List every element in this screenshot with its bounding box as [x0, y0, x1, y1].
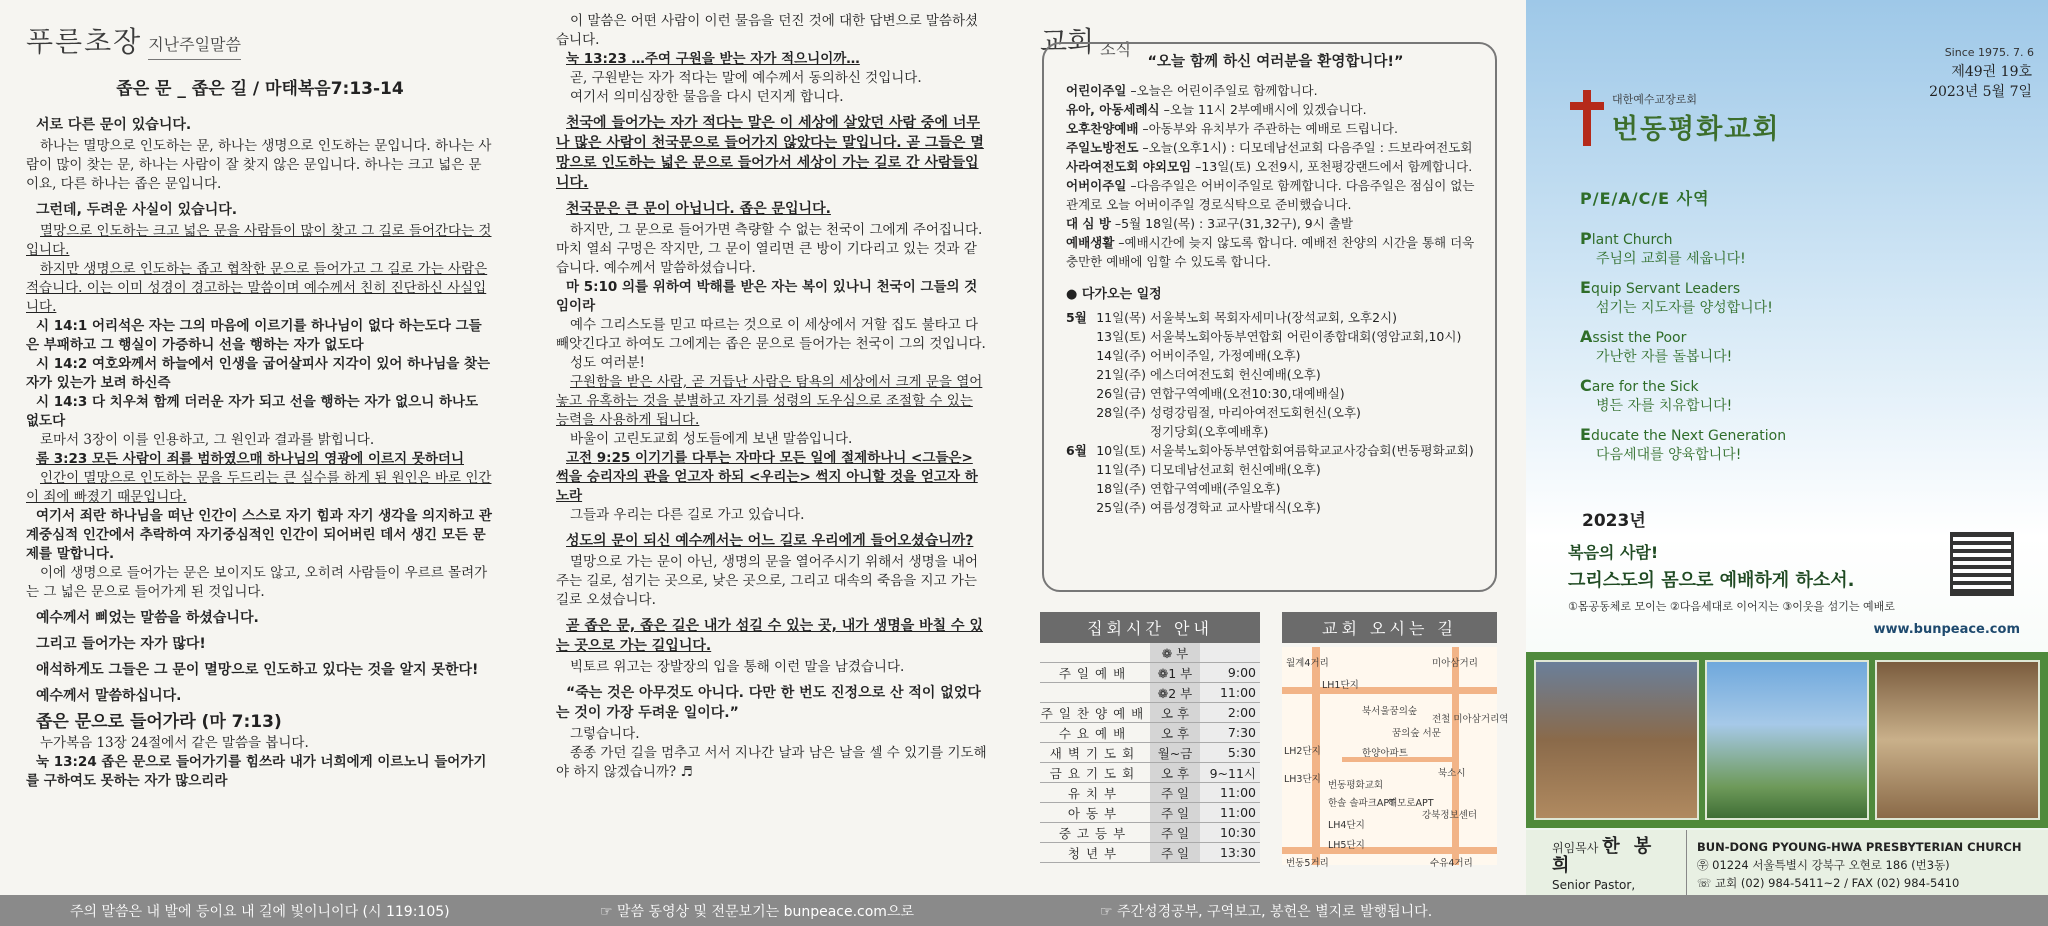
meeting-row — [1040, 743, 1260, 763]
schedule-event: 서울북노회 목회자세미나(장석교회, 오후2시) — [1150, 310, 1397, 325]
paragraph: 멸망으로 인도하는 크고 넓은 문을 사람들이 많이 찾고 그 길로 들어간다는 것입니다. — [26, 223, 492, 258]
schedule-date — [1092, 422, 1150, 441]
schedule-event: 연합구역예배(오전10:30,대예배실) — [1150, 386, 1345, 401]
map-label: 번동평화교회 — [1328, 780, 1384, 791]
paragraph: 예수께서 삐었는 말씀을 하셨습니다. — [36, 610, 259, 626]
map-label: LH1단지 — [1322, 680, 1359, 691]
peace-item — [1580, 229, 1786, 268]
schedule-date: 10일(토) — [1096, 443, 1146, 458]
meeting-name: 수요예배 — [1058, 725, 1132, 741]
peace-rest: quip Servant Leaders — [1590, 281, 1741, 297]
paragraph: 그들과 우리는 다른 길로 가고 있습니다. — [570, 507, 805, 523]
meeting-session: 오 후 — [1150, 763, 1200, 782]
church-building-photo — [1705, 660, 1870, 820]
meeting-name: 유치부 — [1067, 785, 1123, 801]
schedule-date: 18일(주) — [1096, 481, 1146, 496]
paragraph: 그리고 들어가는 자가 많다! — [36, 636, 206, 652]
meeting-times-title: 집회시간 안내 — [1040, 612, 1260, 643]
news-item — [1066, 100, 1485, 119]
map-label: 한양아파트 — [1362, 748, 1408, 759]
schedule-event: 연합구역예배(주일오후) — [1150, 481, 1281, 496]
footer-verse: 주의 말씀은 내 발에 등이요 내 길에 빛이니이다 (시 119:105) — [70, 903, 450, 920]
schedule-title: ● 다가오는 일정 — [1066, 287, 1162, 302]
meeting-row — [1040, 643, 1260, 663]
schedule-list — [1066, 308, 1485, 517]
news-item-key: 대 심 방 — [1066, 216, 1111, 231]
congregation-photo — [1875, 660, 2040, 820]
peace-ministry — [1580, 186, 1786, 474]
paragraph: 마 5:10 의를 위하여 박해를 받은 자는 복이 있나니 천국이 그들의 것임이라 — [556, 279, 978, 314]
meeting-row — [1040, 803, 1260, 823]
map-label: 강북정보센터 — [1422, 810, 1478, 821]
meeting-session: 주 일 — [1150, 843, 1200, 862]
news-item-text: –다음주일은 어버이주일로 함께합니다. 다음주일은 점심이 없는 관계로 오늘 어버이주일 경로식탁으로 준비했습니다. — [1066, 178, 1475, 212]
schedule-month — [1066, 346, 1092, 365]
news-subtitle: 소식 — [1100, 40, 1132, 59]
map-label: LH2단지 — [1284, 746, 1321, 757]
peace-rest: ducate the Next Generation — [1590, 428, 1787, 444]
cover-panel — [1526, 0, 2048, 895]
directions-map — [1282, 647, 1509, 869]
news-item-key: 사라여전도회 야외모임 — [1066, 159, 1192, 174]
church-news-column — [1030, 0, 1510, 895]
schedule-event: 여름성경학교 교사발대식(오후) — [1150, 500, 1321, 515]
church-logo — [1570, 90, 1781, 146]
map-road — [1452, 647, 1459, 865]
photo-strip — [1526, 652, 2048, 828]
schedule-row — [1066, 384, 1485, 403]
paragraph: 누가복음 13장 24절에서 같은 말씀을 봅니다. — [40, 735, 309, 751]
schedule-row — [1066, 479, 1485, 498]
meeting-name: 새벽기도회 — [1049, 745, 1141, 761]
footer-publication-note: ☞ 주간성경공부, 구역보고, 봉헌은 별지로 발행됩니다. — [1100, 903, 1433, 920]
meeting-session: ❁2 부 — [1150, 683, 1200, 702]
peace-letter: E — [1580, 278, 1591, 297]
paragraph: 로마서 3장이 이를 인용하고, 그 원인과 결과를 밝힙니다. — [40, 432, 375, 448]
map-label: 해모로APT — [1388, 798, 1434, 809]
paragraph: 하나는 멸망으로 인도하는 문, 하나는 생명으로 인도하는 문입니다. 하나는 사람이 많이 찾는 문, 하나는 사람이 잘 찾지 않은 문입니다. 하나는 크고 넓은 문이요, 다른 하나는 좁은 문입니다. — [26, 138, 492, 192]
footer-website-note: ☞ 말씀 동영상 및 전문보기는 bunpeace.com으로 — [600, 903, 914, 920]
paragraph: 빅토르 위고는 장발장의 입을 통해 이런 말을 남겼습니다. — [570, 659, 905, 675]
news-item-key: 어린이주일 — [1066, 83, 1127, 98]
worship-photo — [1534, 660, 1699, 820]
meeting-row — [1040, 823, 1260, 843]
schedule-month — [1066, 327, 1092, 346]
meeting-time: 9~11시 — [1200, 763, 1260, 782]
pastor-name: 한 봉 희 — [1552, 836, 1656, 876]
news-item — [1066, 119, 1485, 138]
paragraph: 눅 13:23 …주여 구원을 받는 자가 적으니이까… — [566, 51, 860, 67]
meeting-times — [1040, 612, 1260, 863]
schedule-row — [1066, 327, 1485, 346]
news-item — [1066, 138, 1485, 157]
schedule-date: 25일(주) — [1096, 500, 1146, 515]
schedule-event: 에스더여전도회 헌신예배(오후) — [1150, 367, 1321, 382]
meeting-time: 7:30 — [1200, 723, 1260, 742]
paragraph: 그렇습니다. — [570, 726, 640, 742]
schedule-month — [1066, 384, 1092, 403]
schedule-row — [1066, 460, 1485, 479]
map-label: LH4단지 — [1328, 820, 1365, 831]
meeting-name: 금요기도회 — [1049, 765, 1141, 781]
meeting-time: 11:00 — [1200, 783, 1260, 802]
peace-letter: C — [1580, 376, 1592, 395]
paragraph: 천국문은 큰 문이 아닙니다. 좁은 문입니다. — [566, 201, 831, 217]
meeting-time: 5:30 — [1200, 743, 1260, 762]
paragraph: 예수께서 말씀하십니다. — [36, 688, 182, 704]
schedule-date: 26일(금) — [1096, 386, 1146, 401]
paragraph: 하지만, 그 문으로 들어가면 측량할 수 없는 천국이 그에게 주어집니다. 마치 열쇠 구멍은 작지만, 그 문이 열리면 큰 방이 기다리고 있는 것과 같습니다. 예수께서 말씀하셨습니다. — [556, 222, 983, 276]
peace-item-en — [1580, 376, 1786, 395]
meeting-session: 월~금 — [1150, 743, 1200, 762]
issue-info — [1929, 62, 2032, 102]
news-item-text: –아동부와 유치부가 주관하는 예배로 드립니다. — [1138, 121, 1398, 136]
map-label: LH5단지 — [1328, 840, 1365, 851]
schedule-event: 정기당회(오후예배후) — [1150, 424, 1269, 439]
paragraph: 바울이 고린도교회 성도들에게 보낸 말씀입니다. — [570, 431, 853, 447]
map-label: 한솔 솔파크APT — [1328, 798, 1395, 809]
map-label: 번동5거리 — [1286, 858, 1329, 869]
meeting-row — [1040, 783, 1260, 803]
schedule-date: 11일(목) — [1096, 310, 1146, 325]
news-item-key: 주일노방전도 — [1066, 140, 1139, 155]
peace-rest: lant Church — [1591, 232, 1673, 248]
paragraph: 서로 다른 문이 있습니다. — [36, 117, 192, 133]
meeting-name: 아동부 — [1067, 805, 1123, 821]
news-item-text: –13일(토) 오전9시, 포천평강랜드에서 함께합니다. — [1191, 159, 1473, 174]
meeting-session: 주 일 — [1150, 783, 1200, 802]
motto-line-2: 그리스도의 몸으로 예배하게 하소서. — [1568, 570, 1855, 591]
peace-letter: A — [1580, 327, 1593, 346]
church-english-name: BUN-DONG PYOUNG-HWA PRESBYTERIAN CHURCH — [1697, 840, 2022, 854]
schedule-row — [1066, 422, 1485, 441]
directions — [1282, 612, 1509, 869]
map-label: LH3단지 — [1284, 774, 1321, 785]
paragraph: 성도의 문이 되신 예수께서는 어느 길로 우리에게 들어오셨습니까? — [566, 533, 974, 549]
meeting-time: 2:00 — [1200, 703, 1260, 722]
paragraph: 롬 3:23 모든 사람이 죄를 범하였으매 하나님의 영광에 이르지 못하더니 — [36, 451, 464, 467]
year-label: 2023년 — [1582, 511, 1646, 531]
peace-rest: are for the Sick — [1591, 379, 1699, 395]
peace-item — [1580, 327, 1786, 366]
section-title: 푸른초장 — [26, 25, 143, 58]
paragraph: 구원함을 받은 사람, 곧 거듭난 사람은 탐욕의 세상에서 크게 문을 열어놓고 유혹하는 것을 분별하고 자기를 성령의 도우심으로 조절할 수 있는 능력을 사용하게 됩니다. — [556, 374, 983, 428]
motto-line-3: ①몸공동체로 모이는 ②다음세대로 이어지는 ③이웃을 섬기는 예배로 — [1568, 600, 1895, 613]
schedule-month — [1066, 403, 1092, 422]
sermon-body — [26, 115, 494, 791]
meeting-name: 중고등부 — [1058, 825, 1132, 841]
paragraph: 여기서 의미심장한 물음을 다시 던지게 합니다. — [570, 89, 844, 105]
meeting-row — [1040, 763, 1260, 783]
schedule-row — [1066, 498, 1485, 517]
peace-item-ko: 병든 자를 치유합니다! — [1596, 398, 1733, 414]
since-date: Since 1975. 7. 6 — [1944, 46, 2034, 59]
paragraph: 시 14:1 어리석은 자는 그의 마음에 이르기를 하나님이 없다 하는도다 그들은 부패하고 그 행실이 가증하니 선을 행하는 자가 없도다 — [26, 318, 482, 353]
website-link[interactable]: www.bunpeace.com — [1873, 622, 2020, 637]
map-label: 월계4거리 — [1286, 658, 1329, 669]
news-item-text: –5월 18일(목) : 3교구(31,32구), 9시 출발 — [1110, 216, 1353, 231]
denomination: 대한예수교장로회 — [1612, 92, 1698, 106]
cross-icon — [1570, 90, 1604, 146]
news-item-key: 어버이주일 — [1066, 178, 1127, 193]
meeting-row — [1040, 703, 1260, 723]
church-phone: ☏ 교회 (02) 984-5411~2 / FAX (02) 984-5410 — [1697, 876, 1960, 890]
paragraph: 시 14:3 다 치우쳐 함께 더러운 자가 되고 선을 행하는 자가 없으니 하나도 없도다 — [26, 394, 479, 429]
news-item — [1066, 157, 1485, 176]
church-name: 번동평화교회 — [1612, 113, 1781, 145]
peace-title: P/E/A/C/E 사역 — [1580, 189, 1710, 208]
news-item-text: –오늘(오후1시) : 디모데남선교회 다음주일 : 드보라여전도회 — [1138, 140, 1473, 155]
news-item-text: –오늘은 어린이주일로 함께합니다. — [1126, 83, 1318, 98]
news-list — [1066, 81, 1485, 271]
meeting-row — [1040, 843, 1260, 863]
sermon-column-1 — [0, 0, 520, 895]
peace-item — [1580, 278, 1786, 317]
sermon-body-continued — [556, 12, 988, 782]
schedule-date: 13일(토) — [1096, 329, 1146, 344]
schedule-month — [1066, 498, 1092, 517]
qr-code-icon[interactable] — [1950, 532, 2014, 596]
schedule-month: 5월 — [1066, 310, 1087, 325]
schedule-event: 성령강림절, 마리아여전도회헌신(오후) — [1150, 405, 1361, 420]
peace-item-ko: 가난한 자를 돌봅니다! — [1596, 349, 1733, 365]
meeting-session: 오 후 — [1150, 703, 1200, 722]
schedule-row — [1066, 365, 1485, 384]
peace-rest: ssist the Poor — [1592, 330, 1687, 346]
meeting-row — [1040, 683, 1260, 703]
map-label: 꿈의숲 서문 — [1392, 728, 1441, 739]
peace-item-ko: 다음세대를 양육합니다! — [1596, 447, 1742, 463]
paragraph: 이 말씀은 어떤 사람이 이런 물음을 던진 것에 대한 답변으로 말씀하셨습니다. — [556, 13, 979, 48]
map-road — [1282, 687, 1497, 694]
paragraph: 그런데, 두려운 사실이 있습니다. — [36, 202, 238, 218]
peace-item-ko: 섬기는 지도자를 양성합니다! — [1596, 300, 1773, 316]
meeting-session: 주 일 — [1150, 823, 1200, 842]
news-item-key: 오후찬양예배 — [1066, 121, 1139, 136]
schedule-row — [1066, 346, 1485, 365]
footer-bar — [0, 895, 2048, 926]
peace-item-en — [1580, 327, 1786, 346]
meeting-row — [1040, 723, 1260, 743]
meeting-session: 주 일 — [1150, 803, 1200, 822]
schedule-month — [1066, 422, 1092, 441]
schedule-date: 21일(주) — [1096, 367, 1146, 382]
meeting-session: 오 후 — [1150, 723, 1200, 742]
news-item — [1066, 176, 1485, 214]
motto-line-1: 복음의 사람! — [1568, 543, 1659, 562]
issue-date: 2023년 5월 7일 — [1929, 84, 2032, 100]
news-item-key: 예배생활 — [1066, 235, 1115, 250]
schedule-row — [1066, 403, 1485, 422]
paragraph: 성도 여러분! — [570, 355, 645, 371]
news-item-text: –오늘 11시 2부예배시에 있겠습니다. — [1159, 102, 1367, 117]
paragraph: 곧 좁은 문, 좁은 길은 내가 섬길 수 있는 곳, 내가 생명을 바칠 수 있는 곳으로 가는 길입니다. — [556, 618, 983, 654]
meeting-row — [1040, 663, 1260, 683]
schedule-event: 서울북노회아동부연합회여름학교교사강습회(번동평화교회) — [1150, 443, 1474, 458]
paragraph: 인간이 멸망으로 인도하는 문을 두드리는 큰 실수를 하게 된 원인은 바로 인간이 죄에 빠졌기 때문입니다. — [26, 470, 492, 505]
peace-letter: P — [1580, 229, 1592, 248]
meeting-time: 13:30 — [1200, 843, 1260, 862]
paragraph: 애석하게도 그들은 그 문이 멸망으로 인도하고 있다는 것을 알지 못한다! — [36, 662, 479, 678]
news-item — [1066, 233, 1485, 271]
schedule-date: 11일(주) — [1096, 462, 1146, 477]
map-label: 북서울꿈의숲 — [1362, 706, 1418, 717]
pastor-info — [1526, 830, 2048, 895]
meeting-name: 주일예배 — [1058, 665, 1132, 681]
sermon-title: 좁은 문 _ 좁은 길 / 마태복음7:13-14 — [116, 79, 404, 99]
news-item — [1066, 81, 1485, 100]
meeting-session: ❁1 부 — [1150, 663, 1200, 682]
paragraph: 종종 가던 길을 멈추고 서서 지나간 날과 남은 날을 셀 수 있기를 기도해야 하지 않겠습니까? ♬ — [556, 745, 987, 780]
schedule-month — [1066, 479, 1092, 498]
meeting-time: 10:30 — [1200, 823, 1260, 842]
meeting-time: 11:00 — [1200, 803, 1260, 822]
directions-title: 교회 오시는 길 — [1282, 612, 1497, 643]
map-label: 미아삼거리 — [1432, 658, 1478, 669]
meeting-times-table — [1040, 643, 1260, 863]
section-subtitle: 지난주일말씀 — [148, 32, 241, 60]
map-label: 전철 미아삼거리역 — [1432, 714, 1509, 725]
news-item-text: –예배시간에 늦지 않도록 합니다. 예배전 찬양의 시간을 통해 더욱 충만한 예배에 임할 수 있도록 합니다. — [1066, 235, 1475, 269]
schedule-date: 28일(주) — [1096, 405, 1146, 420]
meeting-time — [1200, 643, 1260, 662]
paragraph: 이에 생명으로 들어가는 문은 보이지도 않고, 오히려 사람들이 우르르 몰려가는 그 넓은 문으로 들어가게 된 것입니다. — [26, 565, 488, 600]
paragraph: “죽는 것은 아무것도 아니다. 다만 한 번도 진정으로 산 적이 없었다는 것이 가장 두려운 일이다.” — [556, 685, 981, 721]
peace-item — [1580, 425, 1786, 464]
schedule-event: 어버이주일, 가정예배(오후) — [1150, 348, 1301, 363]
peace-list — [1580, 229, 1786, 464]
paragraph: 눅 13:24 좁은 문으로 들어가기를 힘쓰라 내가 너희에게 이르노니 들어가기를 구하여도 못하는 자가 많으리라 — [26, 754, 487, 789]
peace-item-en — [1580, 425, 1786, 444]
schedule-month — [1066, 365, 1092, 384]
paragraph: 고전 9:25 이기기를 다투는 자마다 모든 일에 절제하나니 <그들은> 썩을 승리자의 관을 얻고자 하되 <우리는> 썩지 아니할 것을 얻고자 하노라 — [556, 450, 978, 504]
schedule-month: 6월 — [1066, 443, 1087, 458]
schedule-month — [1066, 460, 1092, 479]
schedule-event: 디모데남선교회 헌신예배(오후) — [1150, 462, 1321, 477]
paragraph: 하지만 생명으로 인도하는 좁고 협착한 문으로 들어가고 그 길로 가는 사람은 적습니다. 이는 이미 성경이 경고하는 말씀이며 예수께서 친히 진단하신 사실입니다. — [26, 261, 488, 315]
map-road — [1282, 847, 1497, 854]
news-box — [1042, 42, 1497, 592]
peace-item — [1580, 376, 1786, 415]
peace-item-en — [1580, 278, 1786, 297]
paragraph: 좁은 문으로 들어가라 (마 7:13) — [36, 712, 282, 732]
meeting-session: ❁ 부 — [1150, 643, 1200, 662]
sermon-column-2 — [540, 0, 1000, 895]
news-title: 교회 — [1040, 25, 1095, 58]
sermon-heading — [26, 20, 494, 60]
peace-letter: E — [1580, 425, 1591, 444]
church-address: ㉾ 01224 서울특별시 강북구 오현로 186 (번3동) — [1697, 858, 1950, 872]
paragraph: 곧, 구원받는 자가 적다는 말에 예수께서 동의하신 것입니다. — [570, 70, 922, 86]
news-item-key: 유아, 아동세례식 — [1066, 102, 1160, 117]
schedule-event: 서울북노회아동부연합회 어린이종합대회(영암교회,10시) — [1150, 329, 1462, 344]
meeting-name: 주일찬양예배 — [1040, 705, 1150, 721]
pastor-en-title: Senior Pastor, — [1552, 878, 1636, 892]
map-label: 북소시 — [1438, 768, 1466, 779]
meeting-name: 청년부 — [1067, 845, 1123, 861]
welcome-text: “오늘 함께 하신 여러분을 환영합니다!” — [1147, 54, 1404, 70]
issue-number: 제49권 19호 — [1951, 64, 2032, 80]
paragraph: 예수 그리스도를 믿고 따르는 것으로 이 세상에서 거할 집도 불타고 다 빼앗긴다고 하여도 그에게는 좁은 문으로 들어가는 천국이 그의 것입니다. — [556, 317, 986, 352]
meeting-time: 9:00 — [1200, 663, 1260, 682]
schedule-row — [1066, 308, 1485, 327]
peace-item-en — [1580, 229, 1786, 248]
paragraph: 시 14:2 여호와께서 하늘에서 인생을 굽어살피사 지각이 있어 하나님을 찾는 자가 있는가 보려 하신즉 — [26, 356, 491, 391]
pastor-role: 위임목사 — [1552, 841, 1599, 855]
news-item — [1066, 214, 1485, 233]
peace-item-ko: 주님의 교회를 세웁니다! — [1596, 251, 1746, 267]
map-label: 수유4거리 — [1430, 858, 1473, 869]
schedule-row — [1066, 441, 1485, 460]
meeting-time: 11:00 — [1200, 683, 1260, 702]
schedule-date: 14일(주) — [1096, 348, 1146, 363]
paragraph: 천국에 들어가는 자가 적다는 말은 이 세상에 살았던 사람 중에 너무나 많은 사람이 천국문으로 들어가지 않았다는 말입니다. 곧 그들은 멸망으로 인도하는 넓은 문으로 들어가서 세상이 가는 길로 간 사람들입니다. — [556, 115, 984, 191]
paragraph: 멸망으로 가는 문이 아닌, 생명의 문을 열어주시기 위해서 생명을 내어주는 길로, 섬기는 곳으로, 낮은 곳으로, 그리고 대속의 죽음을 지고 가는 길로 오셨습니다. — [556, 554, 979, 608]
paragraph: 여기서 죄란 하나님을 떠난 인간이 스스로 자기 힘과 자기 생각을 의지하고 관계중심적 인간에서 추락하여 자기중심적인 인간이 되어버린 데서 생긴 모든 문제를 말합니다. — [26, 508, 492, 562]
